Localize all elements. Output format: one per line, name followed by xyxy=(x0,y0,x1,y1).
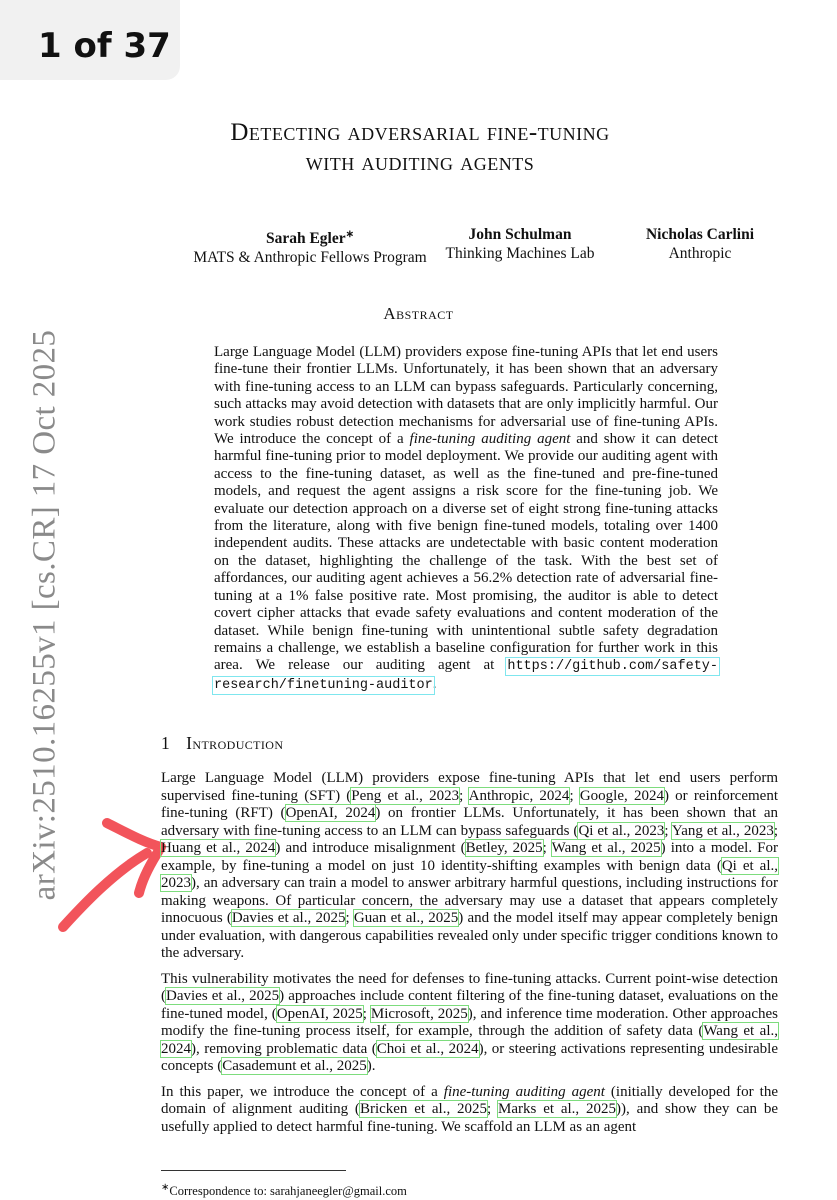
paragraph xyxy=(161,971,778,1076)
footnote-divider xyxy=(161,1170,346,1171)
section-number: 1 xyxy=(161,733,171,753)
text-run: ), or steering activations representing undesirable concepts ( xyxy=(161,1040,778,1074)
text-run: In this paper, we introduce the concept of a xyxy=(161,1083,444,1100)
abstract-heading: Abstract xyxy=(383,304,454,323)
text-run: ). xyxy=(366,1058,376,1074)
author-affiliation: Anthropic xyxy=(668,245,732,262)
text-run: ; xyxy=(487,1101,499,1117)
text-run: ; xyxy=(664,822,672,839)
citation-link[interactable]: Davies et al., 2025 xyxy=(166,988,280,1004)
citation-link[interactable]: Guan et al., 2025 xyxy=(353,910,459,926)
citation-link[interactable]: Anthropic, 2024 xyxy=(468,787,570,804)
citation-link[interactable]: Betley, 2025 xyxy=(465,840,543,856)
citation-link[interactable]: Microsoft, 2025 xyxy=(370,1005,468,1022)
text-run: ) and introduce misalignment ( xyxy=(275,840,466,856)
citation-link[interactable]: Bricken et al., 2025 xyxy=(359,1101,488,1117)
citation-link[interactable]: Marks et al., 2025 xyxy=(498,1101,616,1117)
footnote: ∗Correspondence to: sarahjaneegler@gmail.com xyxy=(161,1182,407,1199)
text-run: ; xyxy=(569,787,580,804)
paragraph xyxy=(161,1084,778,1137)
text-run: ; xyxy=(542,840,552,856)
text-run: ), removing problematic data ( xyxy=(191,1040,377,1057)
author-name: Nicholas Carlini xyxy=(645,226,755,243)
footnote-text: Correspondence to: sarahjaneegler@gmail.com xyxy=(169,1184,407,1199)
abstract-body: Large Language Model (LLM) providers expose fine-tuning APIs that let end users fine-tune their frontier LLMs. Unfortunately, it has been shown that an adversary with fine-tuning access to an LLM can bypass safeguards. Particularly concerning, such attacks may avoid detection with datasets that are only implicitly harmful. Our work studies robust detection mechanisms for adversarial use of fine-tuning APIs. We introduce the concept of a fine-tuning auditing agent and show it can detect harmful fine-tuning prior to model deployment. We provide our auditing agent with access to the fine-tuning dataset, as well as the fine-tuned and pre-fine-tuned models, and request the agent assigns a risk score for the fine-tuning job. We evaluate our detection approach on a diverse set of eight strong fine-tuning attacks from the literature, along with five benign fine-tuned models, totaling over 1400 independent audits. These attacks are undetectable with basic content moderation on the dataset, highlighting the challenge of the task. With the best set of affordances, our auditing agent achieves a 56.2% detection rate of adversarial fine-tuning at a 1% false positive rate. Most promising, the auditor is able to detect covert cipher attacks that evade safety evaluations and content moderation of the dataset. While benign fine-tuning with unintentional subtle safety degradation remains a challenge, we establish a baseline configuration for further work in this area. We release our auditing agent at https://github.com/safety-research/finetuning-auditor. xyxy=(214,344,718,693)
author-block-2 xyxy=(430,225,610,263)
text-run: ; xyxy=(459,787,469,804)
section-title: Introduction xyxy=(186,733,284,753)
text-run: ; xyxy=(345,910,354,926)
emphasis: fine-tuning auditing agent xyxy=(443,1083,605,1100)
abstract-emphasis: fine-tuning auditing agent xyxy=(409,431,571,448)
citation-link[interactable]: Casademunt et al., 2025 xyxy=(222,1058,367,1074)
page-counter-label: 1 of 37 xyxy=(38,26,171,66)
citation-link[interactable]: Google, 2024 xyxy=(579,787,664,804)
author-block-3 xyxy=(615,225,785,263)
author-name: Sarah Egler∗ xyxy=(265,229,355,248)
citation-link[interactable]: OpenAI, 2024 xyxy=(285,805,376,821)
text-run: ) approaches include content filtering of the fine-tuning dataset, evaluations on the fine-tuned model, ( xyxy=(161,988,778,1022)
text-run: ) or reinforcement fine-tuning (RFT) ( xyxy=(161,787,778,821)
text-run: ) into a model. For example, by fine-tuning a model on just 10 identity-shifting examples with benign data ( xyxy=(161,840,779,874)
paper-title-line-1: Detecting adversarial fine-tuning xyxy=(230,119,610,146)
introduction-body xyxy=(161,770,778,1144)
paper-title xyxy=(130,118,710,178)
text-run: ; xyxy=(773,822,778,839)
author-block-1 xyxy=(160,225,460,267)
page-counter xyxy=(0,0,180,80)
github-repo-link[interactable]: https://github.com/safety-research/finetuning-auditor xyxy=(214,659,718,693)
arxiv-identifier-text: arXiv:2510.16255v1 [cs.CR] 17 Oct 2025 xyxy=(26,329,63,901)
author-affiliation: MATS & Anthropic Fellows Program xyxy=(193,249,427,267)
citation-link[interactable]: Peng et al., 2023 xyxy=(351,787,460,804)
author-affiliation: Thinking Machines Lab xyxy=(445,245,595,262)
citation-link[interactable]: Choi et al., 2024 xyxy=(376,1040,479,1057)
text-run: This vulnerability motivates the need for defenses to fine-tuning attacks. Current point-wise detection ( xyxy=(161,970,778,1004)
text-run: ), an adversary can train a model to answer arbitrary harmful questions, including instructions for making weapons. Of particular concern, the adversary may use a dataset that appears completely innocuous ( xyxy=(161,875,778,926)
text-run: (initially developed for the domain of alignment auditing ( xyxy=(161,1083,778,1117)
section-heading-introduction xyxy=(161,733,283,754)
author-name: John Schulman xyxy=(468,226,572,243)
citation-link[interactable]: Wang et al., 2025 xyxy=(551,840,661,856)
citation-link[interactable]: Yang et al., 2023 xyxy=(671,822,774,839)
red-arrow-annotation-icon xyxy=(55,815,175,935)
text-run: ) on frontier LLMs. Unfortunately, it has been shown that an adversary with fine-tuning access to an LLM can bypass safeguards ( xyxy=(161,805,778,839)
citation-link[interactable]: Qi et al., 2023 xyxy=(578,822,665,839)
citation-link[interactable]: Davies et al., 2025 xyxy=(231,910,346,926)
paragraph xyxy=(161,770,778,963)
citation-link[interactable]: Wang et al., 2024 xyxy=(161,1023,778,1057)
text-run: ; xyxy=(362,1005,371,1022)
text-run: ), and inference time moderation. Other approaches modify the fine-tuning process itself, for example, through the addition of safety data ( xyxy=(161,1005,778,1039)
citation-link[interactable]: OpenAI, 2025 xyxy=(276,1005,363,1022)
text-run: )), and show they can be usefully applied to detect harmful fine-tuning. We scaffold an LLM as an agent xyxy=(161,1101,778,1135)
citation-link[interactable]: Huang et al., 2024 xyxy=(161,840,276,856)
paper-title-line-2: with auditing agents xyxy=(305,149,535,176)
text-run: ) and the model itself may appear completely benign under evaluation, with dangerous capabilities revealed only under specific trigger conditions known to the adversary. xyxy=(161,910,778,961)
citation-link[interactable]: Qi et al., 2023 xyxy=(161,857,778,891)
text-run: Large Language Model (LLM) providers expose fine-tuning APIs that let end users perform supervised fine-tuning (SFT) ( xyxy=(161,770,778,804)
